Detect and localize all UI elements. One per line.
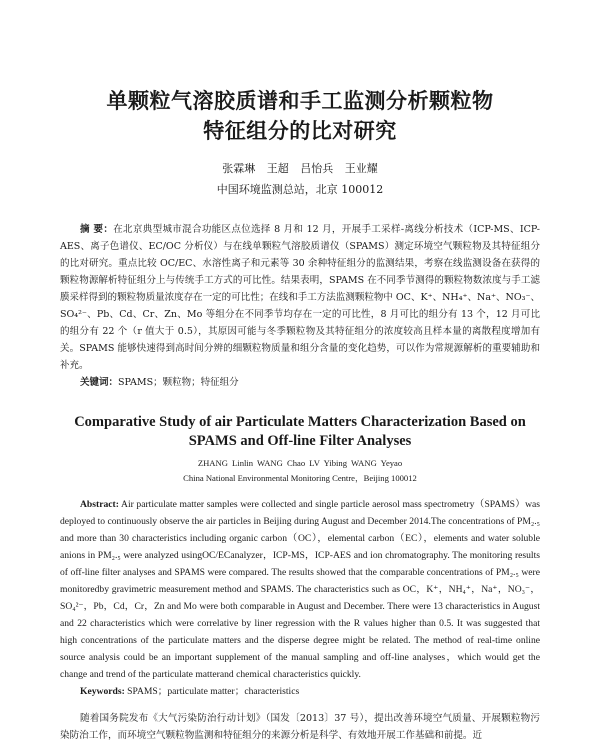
cn-abstract — [60, 221, 540, 374]
en-title-line2: SPAMS and Off-line Filter Analyses — [188, 433, 412, 449]
en-abstract-label: Abstract: — [80, 499, 119, 510]
en-title-line1: Comparative Study of air Particulate Matters Characterization Based on — [74, 414, 526, 430]
en-keywords-label: Keywords: — [80, 686, 125, 697]
en-keywords — [60, 683, 540, 700]
cn-abstract-label: 摘 要： — [80, 224, 114, 235]
en-keywords-text: SPAMS；particulate matter；characteristics — [127, 686, 300, 697]
en-abstract — [60, 496, 540, 683]
en-affiliation: China National Environmental Monitoring Centre，Beijing 100012 — [183, 473, 417, 483]
body-paragraph: 随着国务院发布《大气污染防治行动计划》（国发〔2013〕37 号），提出改善环境空气质量、开展颗粒物污染防治工作，而环境空气颗粒物监测和特征组分的来源分析是科学、有效地开展工作基础和前提。近 — [60, 713, 540, 741]
cn-abstract-text: 在北京典型城市混合功能区点位选择 8 月和 12 月，开展手工采样-离线分析技术（ICP-MS、ICP-AES、离子色谱仪、EC/OC 分析仪）与在线单颗粒气溶胶质谱仪（SPAMS）测定环境空气颗粒物及其特征组分的比对研究。重点比较 OC/EC、水溶性离子和元素等 30 余种特征组分的监测结果，考察在线监测设备在获得的颗粒物源解析特征组分上与传统手工方式的可比性。结果表明，SPAMS 在不同季节测得的颗粒物数浓度与手工滤膜采样得到的颗粒物质量浓度存在一定的可比性；在线和手工方法监测颗粒物中 OC、K⁺、NH₄⁺、Na⁺、NO₃⁻、SO₄²⁻、Pb、Cd、Cr、Zn、Mo 等组分在不同季节均存在一定的可比性，8 月可比的组分有 13 个，12 月可比的组分有 22 个（r 值大于 0.5），其原因可能与冬季颗粒物及其特征组分的浓度较高且样本量的离散程度增加有关。SPAMS 能够快速得到高时间分辨的细颗粒物质量和组分含量的变化趋势，可以作为常规源解析的重要辅助和补充。 — [60, 224, 540, 371]
cn-title-line1: 单颗粒气溶胶质谱和手工监测分析颗粒物 — [106, 88, 494, 113]
cn-authors: 张霖琳 王超 吕怡兵 王业耀 — [222, 162, 378, 175]
cn-keywords-label: 关键词： — [80, 377, 119, 388]
cn-affiliation: 中国环境监测总站，北京 100012 — [216, 183, 384, 196]
cn-title-line2: 特征组分的比对研究 — [203, 118, 397, 143]
en-authors: ZHANG Linlin WANG Chao LV Yibing WANG Yeyao — [197, 458, 403, 468]
cn-keywords-text: SPAMS；颗粒物；特征组分 — [118, 377, 239, 388]
cn-keywords — [60, 374, 540, 391]
en-abstract-text: Air particulate matter samples were collected and single particle aerosol mass spectrometry（SPAMS）was deployed to continuously observe the air particles in Beijing during August and December 2014.The concentrations of PM₂.₅ and more than 30 characteristics including organic carbon（OC），elemental carbon（EC），elements and water soluble anions in PM₂.₅ were analyzed usingOC/ECanalyzer，ICP-MS，ICP-AES and ion chromatography. The monitoring results of off-line filter analyses and SPAMS were compared. The results showed that the comparable concentrations of PM₂.₅ were monitoredby gravimetric measurement method and SPAMS. The characteristics such as OC，K⁺，NH₄⁺，Na⁺，NO₃⁻，SO₄²⁻，Pb，Cd，Cr，Zn and Mo were both comparable in August and December. There were 13 characteristics in August and 22 characteristics which were correlative by liner regression with the R values higher than 0.5. It was suggested that high concentrations of the particulate matters and the disperse degree might be related. The method of real-time online source analysis could be an important supplement of the manual sampling and off-line analyses，which would get the change and trend of the particulate matterand chemical characteristics quickly. — [60, 499, 540, 680]
